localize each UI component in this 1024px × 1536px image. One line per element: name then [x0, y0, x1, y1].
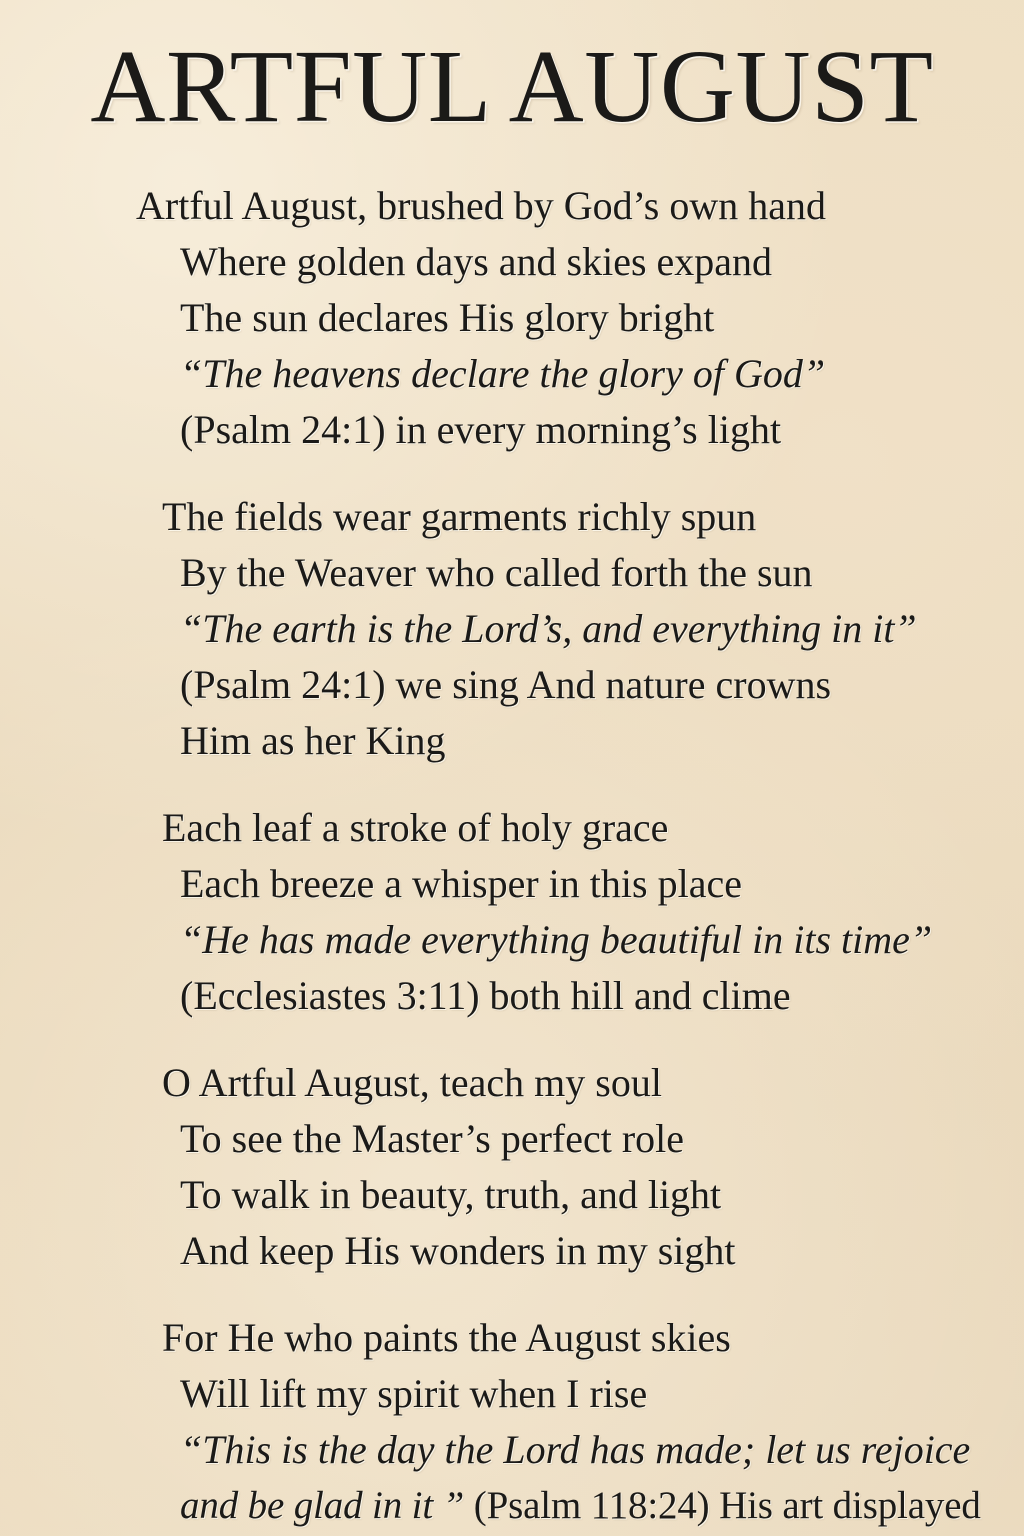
poem-line: To see the Master’s perfect role	[180, 1116, 685, 1161]
poem-line: The fields wear garments richly spun	[162, 494, 757, 539]
poem-line: (Ecclesiastes 3:11) both hill and clime	[180, 973, 791, 1018]
scripture-line: “This is the day the Lord has made; let us rejoice	[180, 1427, 971, 1472]
scripture-line	[0, 1478, 1010, 1534]
poem-line: Will lift my spirit when I rise	[180, 1371, 648, 1416]
poem-line: O Artful August, teach my soul	[162, 1060, 662, 1105]
scripture-line: “He has made everything beautiful in its time”	[180, 917, 933, 962]
stanza	[0, 800, 1010, 1024]
poem-body	[0, 178, 1024, 1534]
page-title: ARTFUL AUGUST	[90, 29, 934, 144]
stanza	[0, 178, 1010, 458]
poem-line: (Psalm 24:1) in every morning’s light	[180, 407, 782, 452]
poem-line: And keep His wonders in my sight	[180, 1228, 736, 1273]
poem-line: To walk in beauty, truth, and light	[180, 1172, 722, 1217]
poem-line: Each breeze a whisper in this place	[180, 861, 742, 906]
poem-line: By the Weaver who called forth the sun	[180, 550, 813, 595]
poem-line: Artful August, brushed by God’s own hand	[136, 183, 826, 228]
stanza	[0, 1055, 1010, 1279]
scripture-quote-text: and be glad in it ”	[180, 1484, 465, 1527]
poem-line: Him as her King	[180, 718, 446, 763]
poem-line: For He who paints the August skies	[162, 1315, 731, 1360]
poem-line: Each leaf a stroke of holy grace	[162, 805, 669, 850]
stanza	[0, 1310, 1010, 1534]
scripture-line: “The earth is the Lord’s, and everything in it”	[180, 606, 917, 651]
poem-line: (Psalm 24:1) we sing And nature crowns	[180, 662, 832, 707]
poem-line: The sun declares His glory bright	[180, 295, 715, 340]
scripture-line: “The heavens declare the glory of God”	[180, 351, 826, 396]
scripture-reference-text: (Psalm 118:24) His art displayed	[464, 1484, 981, 1527]
stanza	[0, 489, 1010, 769]
poem-line: Where golden days and skies expand	[180, 239, 773, 284]
